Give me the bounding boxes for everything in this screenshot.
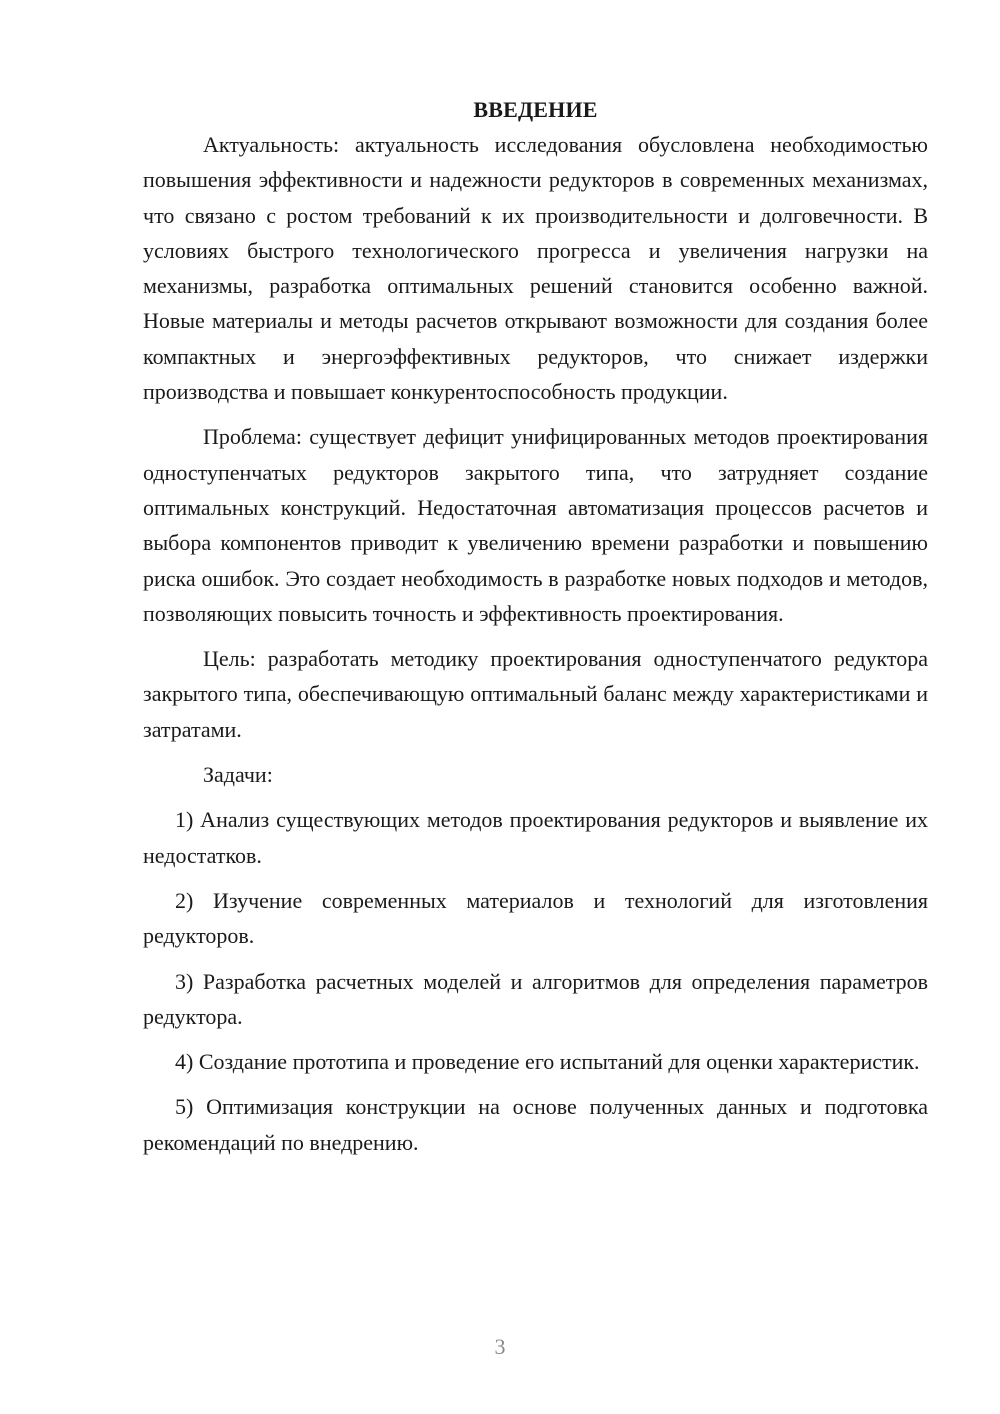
task-item: 4) Создание прототипа и проведение его испытаний для оценки характеристик.	[175, 1049, 920, 1075]
task-item: 2) Изучение современных материалов и технологий для изготовления редукторов.	[143, 887, 928, 949]
tasks-heading: Задачи:	[203, 762, 273, 788]
page-number: 3	[494, 1334, 506, 1359]
page-content	[143, 92, 928, 1160]
paragraph-goal: Цель: разработать методику проектирования одноступенчатого редуктора закрытого типа, обеспечивающую оптимальный баланс между характеристиками и затратами.	[143, 646, 928, 742]
paragraph-problem: Проблема: существует дефицит унифицированных методов проектирования одноступенчатых редукторов закрытого типа, что затрудняет создание оптимальных конструкций. Недостаточная автоматизация процессов расчетов и выбора компонентов приводит к увеличению времени разработки и повышению риска ошибок. Это создает необходимость в разработке новых подходов и методов, позволяющих повысить точность и эффективность проектирования.	[143, 424, 928, 626]
section-title: ВВЕДЕНИЕ	[473, 97, 598, 122]
tasks-list	[143, 802, 928, 1160]
task-item: 1) Анализ существующих методов проектирования редукторов и выявление их недостатков.	[143, 807, 928, 868]
task-item: 5) Оптимизация конструкции на основе полученных данных и подготовка рекомендаций по внедрению.	[143, 1094, 928, 1155]
task-item: 3) Разработка расчетных моделей и алгоритмов для определения параметров редуктора.	[143, 968, 928, 1029]
paragraph-relevance: Актуальность: актуальность исследования обусловлена необходимостью повышения эффективности и надежности редукторов в современных механизмах, что связано с ростом требований к их производительности и долговечности. В условиях быстрого технологического прогресса и увеличения нагрузки на механизмы, разработка оптимальных решений становится особенно важной. Новые материалы и методы расчетов открывают возможности для создания более компактных и энергоэффективных редукторов, что снижает издержки производства и повышает конкурентоспособность продукции.	[143, 132, 928, 405]
